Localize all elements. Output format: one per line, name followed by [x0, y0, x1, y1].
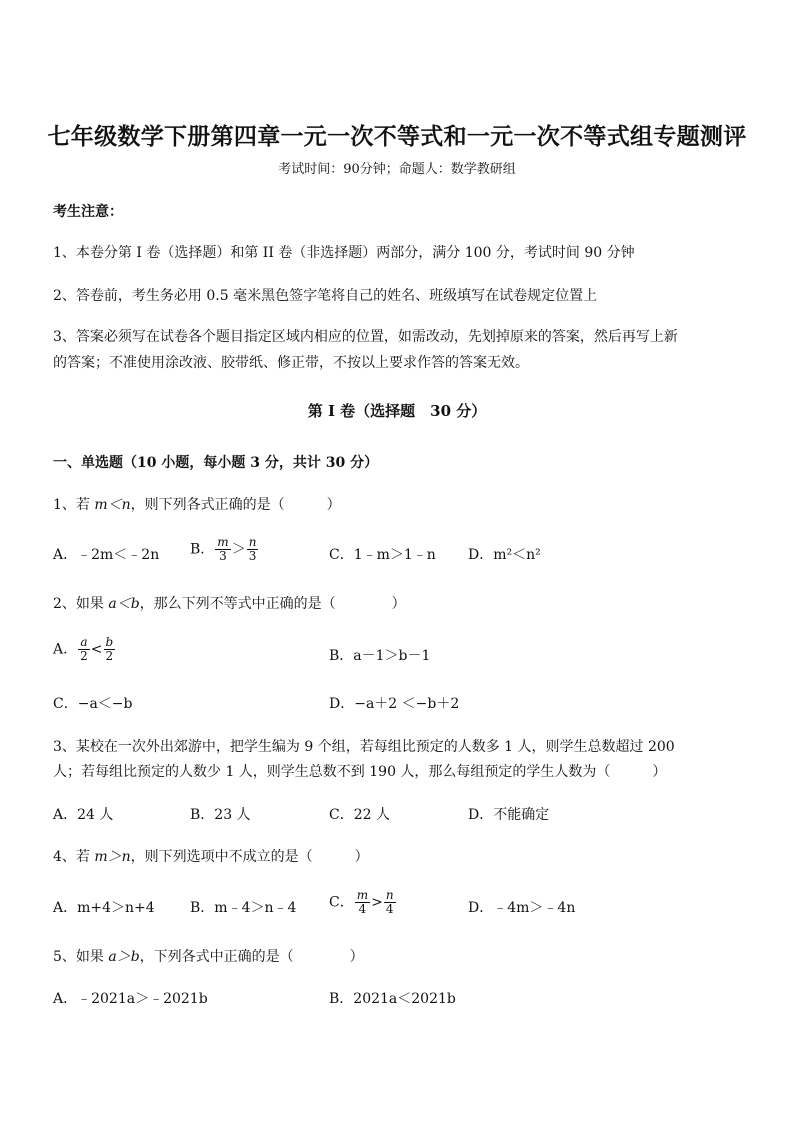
q2-option-b: B．a－1＞b－1 — [329, 648, 431, 664]
notice-item-3: 3、答案必须写在试卷各个题目指定区域内相应的位置，如需改动，先划掉原来的答案，然后再写上新 — [53, 329, 678, 345]
q2-option-d: D．−a＋2 ＜−b＋2 — [329, 696, 460, 712]
q1-b-frac-2 — [247, 536, 259, 563]
q1-option-b-label: B． — [190, 541, 215, 558]
q1-b-rel: ＞ — [231, 541, 246, 558]
q2-a-den1: 2 — [80, 649, 88, 663]
question-1-stem — [53, 494, 341, 514]
q4-option-a: A．m+4＞n+4 — [53, 900, 155, 916]
q2-a-num2: b — [105, 635, 114, 649]
q4-option-d: D．﹣4m＞﹣4n — [468, 900, 576, 916]
q4-option-c-label: C． — [329, 894, 354, 911]
q4-stem-suffix: ，则下列选项中不成立的是（ ） — [130, 849, 369, 865]
q5-option-a: A．﹣2021a＞﹣2021b — [53, 991, 208, 1007]
question-5-stem — [53, 946, 364, 966]
q3-option-d: D．不能确定 — [468, 807, 550, 823]
q2-option-a-label: A． — [53, 641, 78, 658]
exam-subtitle: 考试时间：90分钟；命题人：数学教研组 — [278, 162, 516, 177]
q2-stem-expr: a＜b — [108, 596, 140, 612]
q4-c-num2: n — [385, 888, 394, 902]
q5-stem-prefix: 5、如果 — [53, 949, 109, 965]
q2-stem-prefix: 2、如果 — [53, 596, 109, 612]
notice-heading: 考生注意： — [53, 204, 123, 220]
q1-stem-expr: m＜n — [94, 497, 131, 513]
q4-option-b: B．m﹣4＞n﹣4 — [190, 900, 297, 916]
q5-stem-suffix: ，下列各式中正确的是（ ） — [139, 949, 364, 965]
notice-item-3-cont: 的答案；不准使用涂改液、胶带纸、修正带，不按以上要求作答的答案无效。 — [53, 355, 529, 371]
q4-c-rel: > — [371, 894, 383, 911]
part-heading: 一、单选题（10 小题，每小题 3 分，共计 30 分） — [53, 455, 379, 471]
q1-b-frac-1 — [215, 536, 230, 563]
notice-item-2: 2、答卷前，考生务必用 0.5 毫米黑色签字笔将自己的姓名、班级填写在试卷规定位置上 — [53, 288, 598, 304]
q2-option-a — [53, 636, 116, 663]
exam-title: 七年级数学下册第四章一元一次不等式和一元一次不等式组专题测评 — [47, 123, 747, 150]
q1-stem-prefix: 1、若 — [53, 497, 95, 513]
q3-option-b: B．23 人 — [190, 807, 251, 823]
q4-option-c — [329, 889, 397, 916]
q1-option-b — [190, 536, 259, 563]
q1-stem-suffix: ，则下列各式正确的是（ ） — [130, 497, 341, 513]
q4-c-den2: 4 — [385, 902, 394, 916]
q2-a-frac-1 — [78, 636, 90, 663]
q5-stem-expr: a＞b — [108, 949, 140, 965]
section-title: 第 I 卷（选择题 30 分） — [307, 402, 487, 420]
notice-item-1: 1、本卷分第 I 卷（选择题）和第 II 卷（非选择题）两部分，满分 100 分，考试时间 90 分钟 — [53, 245, 635, 261]
q4-stem-expr: m＞n — [94, 849, 131, 865]
q2-a-den2: 2 — [105, 649, 114, 663]
q1-option-a: A．﹣2m＜﹣2n — [53, 547, 160, 563]
q2-a-rel: < — [90, 641, 103, 658]
q3-option-a: A．24 人 — [53, 807, 114, 823]
q2-option-c: C．−a＜−b — [53, 696, 133, 712]
q4-c-num1: m — [356, 888, 369, 902]
question-2-stem — [53, 593, 406, 613]
q3-option-c: C．22 人 — [329, 807, 390, 823]
q5-option-b: B．2021a＜2021b — [329, 991, 456, 1007]
q2-a-num1: a — [80, 635, 88, 649]
q4-c-frac-1 — [355, 889, 370, 916]
question-4-stem — [53, 846, 369, 866]
q4-c-den1: 4 — [358, 902, 367, 916]
q1-option-d: D．m²＜n² — [468, 547, 541, 563]
q4-stem-prefix: 4、若 — [53, 849, 95, 865]
q1-b-num1: m — [217, 535, 229, 549]
q2-stem-suffix: ，那么下列不等式中正确的是（ ） — [139, 596, 406, 612]
q1-b-den1: 3 — [219, 549, 227, 563]
q1-b-den2: 3 — [248, 549, 257, 563]
q4-c-frac-2 — [384, 889, 396, 916]
question-3-line-2: 人；若每组比预定的人数少 1 人，则学生总数不到 190 人，那么每组预定的学生人数为（ ） — [53, 764, 667, 780]
question-3-line-1: 3、某校在一次外出郊游中，把学生编为 9 个组，若每组比预定的人数多 1 人，则学生总数超过 200 — [53, 739, 675, 755]
q1-b-num2: n — [248, 535, 257, 549]
q1-option-c: C．1﹣m＞1﹣n — [329, 547, 436, 563]
q2-a-frac-2 — [104, 636, 116, 663]
